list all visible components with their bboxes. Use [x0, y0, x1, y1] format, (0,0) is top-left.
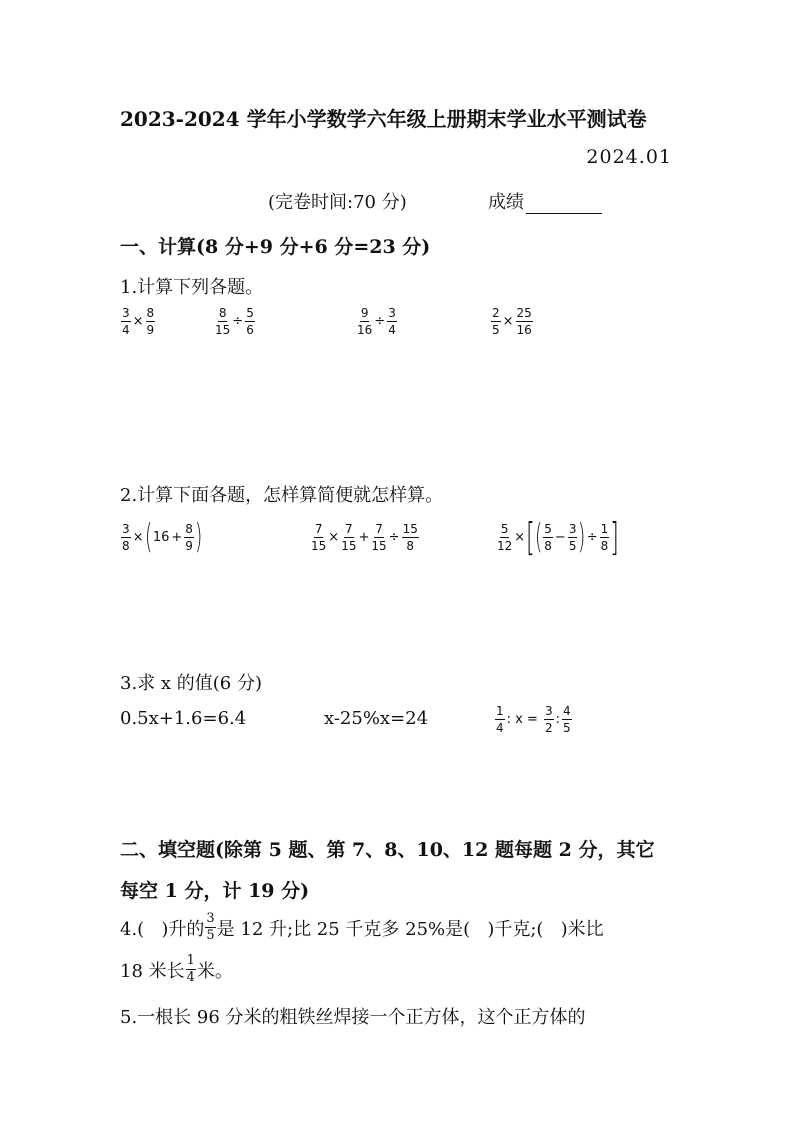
fraction: $\frac{1}{4}$ [496, 704, 504, 735]
exam-date: 2024.01 [586, 146, 672, 168]
fraction: $\frac{4}{5}$ [563, 704, 571, 735]
fraction: $\frac{9}{16}$ [357, 306, 373, 337]
fraction: $\frac{5}{8}$ [544, 521, 552, 553]
q1-item-4 [490, 306, 534, 337]
q3-equation-1: 0.5x+1.6=6.4 [120, 708, 247, 729]
fraction: $\frac{15}{8}$ [402, 522, 418, 553]
fraction: $\frac{5}{12}$ [497, 521, 513, 553]
fraction: $\frac{3}{5}$ [206, 911, 215, 943]
fraction: $\frac{3}{2}$ [545, 704, 553, 735]
fraction: $\frac{7}{15}$ [371, 522, 387, 553]
left-bracket: [ [526, 515, 536, 559]
fraction: $\frac{1}{8}$ [600, 521, 609, 553]
left-paren: ( [535, 517, 543, 557]
q4-line2 [120, 954, 233, 985]
section2-heading-line2: 每空 1 分，计 19 分) [120, 880, 310, 902]
grade-field [488, 188, 602, 214]
q4-text: 米。 [196, 960, 233, 982]
operator: ÷ [232, 314, 244, 329]
operator: − [554, 529, 566, 545]
ratio-colon: : [555, 712, 561, 727]
exam-title: 2023-2024 学年小学数学六年级上册期末学业水平测试卷 [120, 107, 647, 131]
q2-prompt: 2.计算下面各题，怎样算简便就怎样算。 [120, 485, 444, 506]
section1-heading: 一、计算(8 分+9 分+6 分=23 分) [120, 236, 431, 258]
q2-expression-1 [120, 517, 203, 557]
q4-text: 是 12 升;比 25 千克多 25%是( )千克;( )米比 [216, 918, 604, 940]
operator: + [358, 530, 370, 545]
operator: × [328, 530, 340, 545]
fraction: $\frac{3}{4}$ [122, 306, 130, 337]
operator: × [132, 529, 144, 545]
fraction: $\frac{5}{6}$ [246, 306, 254, 337]
grade-blank [526, 195, 602, 214]
q3-equation-2: x-25%x=24 [324, 708, 429, 729]
grade-label: 成绩 [488, 192, 524, 213]
q3-prompt: 3.求 x 的值(6 分) [120, 673, 262, 694]
operator: × [132, 314, 144, 329]
q2-expression-2 [310, 522, 420, 553]
left-paren: ( [144, 517, 152, 557]
operator: ÷ [586, 529, 598, 545]
fraction: $\frac{7}{15}$ [311, 522, 327, 553]
fraction: $\frac{8}{9}$ [146, 306, 155, 337]
fraction: $\frac{25}{16}$ [516, 306, 532, 337]
q1-item-3 [356, 306, 398, 337]
fraction: $\frac{3}{8}$ [122, 521, 130, 553]
q4-line1 [120, 912, 604, 943]
q1-prompt: 1.计算下列各题。 [120, 277, 264, 298]
time-note: (完卷时间:70 分) [268, 192, 407, 213]
right-paren: ) [194, 517, 203, 557]
right-bracket: ] [610, 515, 620, 559]
operator: × [514, 529, 526, 545]
fraction: $\frac{8}{15}$ [215, 306, 231, 337]
q4-text: 4.( )升的 [120, 918, 205, 940]
q1-item-1 [120, 306, 156, 337]
operator: ÷ [388, 530, 400, 545]
fraction: $\frac{1}{4}$ [186, 953, 195, 985]
q3-equation-3 [494, 704, 573, 735]
operator: × [502, 314, 514, 329]
fraction: $\frac{7}{15}$ [341, 522, 357, 553]
fraction: $\frac{8}{9}$ [185, 521, 193, 553]
fraction: $\frac{3}{5}$ [568, 521, 577, 553]
q4-text: 18 米长 [120, 960, 185, 982]
fraction: $\frac{2}{5}$ [492, 306, 500, 337]
whole-number: 16 [152, 529, 170, 545]
right-paren: ) [578, 517, 586, 557]
equation-middle: : x = [506, 712, 543, 727]
q5-text: 5.一根长 96 分米的粗铁丝焊接一个正方体，这个正方体的 [120, 1007, 586, 1028]
section2-heading-line1: 二、填空题(除第 5 题、第 7、8、10、12 题每题 2 分，其它 [120, 839, 655, 861]
fraction: $\frac{3}{4}$ [388, 306, 396, 337]
q1-item-2 [214, 306, 256, 337]
operator: ÷ [374, 314, 386, 329]
q2-expression-3 [496, 515, 620, 559]
operator: + [171, 529, 183, 545]
